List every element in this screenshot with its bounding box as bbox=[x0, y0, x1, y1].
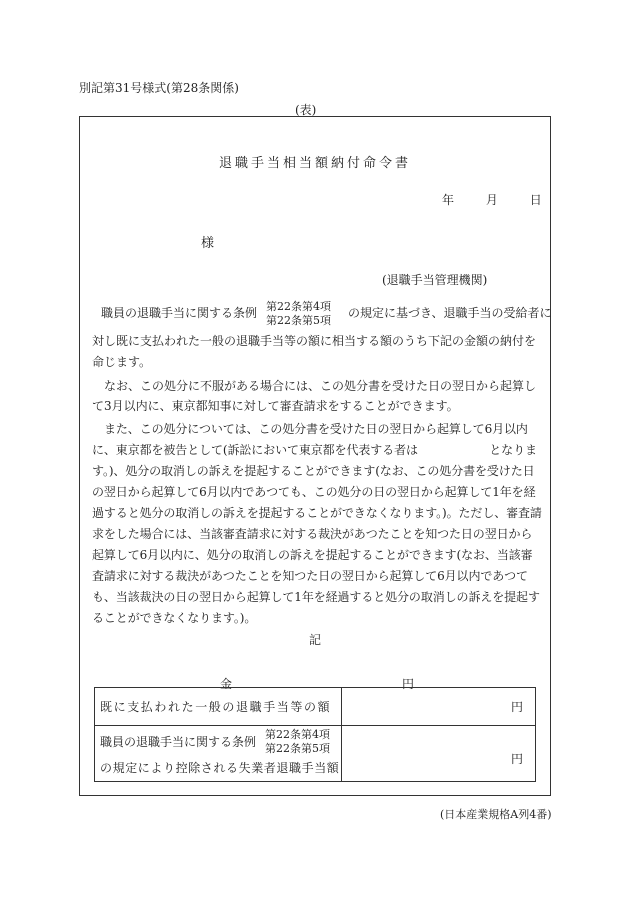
amount-kin-label: 金 bbox=[220, 677, 233, 691]
document-frame bbox=[79, 116, 551, 796]
para1-rest: の規定に基づき、退職手当の受給者に bbox=[348, 306, 552, 320]
row2-unit: 円 bbox=[510, 752, 523, 766]
page-side-label: (表) bbox=[295, 103, 317, 117]
row2-article-a: 第22条第4項 bbox=[265, 728, 330, 741]
para1-continuation: 対し既に支払われた一般の退職手当等の額に相当する額のうち下記の金額の納付を命じます。 bbox=[92, 334, 537, 369]
para1-article-b: 第22条第5項 bbox=[266, 314, 331, 327]
date-year: 年 bbox=[442, 193, 455, 207]
amount-en-label: 円 bbox=[402, 677, 415, 691]
table-row bbox=[95, 726, 536, 782]
para1-article-options bbox=[266, 300, 331, 328]
date-month: 月 bbox=[485, 193, 498, 207]
row2-article-options bbox=[265, 728, 330, 756]
para1-lead: 職員の退職手当に関する条例 bbox=[101, 306, 258, 320]
addressee-suffix: 様 bbox=[201, 236, 215, 251]
row1-unit: 円 bbox=[510, 700, 523, 714]
row1-label: 既に支払われた一般の退職手当等の額 bbox=[100, 700, 332, 714]
row1-label-cell bbox=[95, 688, 342, 726]
date-row bbox=[442, 191, 542, 208]
document-title: 退職手当相当額納付命令書 bbox=[218, 156, 411, 171]
row1-amount-cell bbox=[342, 688, 536, 726]
paper-standard-note: (日本産業規格A列4番) bbox=[440, 808, 552, 821]
date-day: 日 bbox=[529, 193, 542, 207]
lawsuit-notice-paragraph: また、この処分については、この処分書を受けた日の翌日から起算して6月以内に、東京都を被告として(訴訟において東京都を代表する者は となります。)、処分の取消しの訴えを提起することができます(なお、この処分書を受けた日の翌日から起算して6月以内であつても、この処分の日の翌日から起算して1年を経過すると処分の取消しの訴えを提起することができなくなります。)。ただし、審査請求をした場合には、当該審査請求に対する裁決があつたことを知つた日の翌日から起算して6月以内に、処分の取消しの訴えを提起することができます(なお、当該審査請求に対する裁決があつたことを知つた日の翌日から起算して6月以内であつても、当該裁決の日の翌日から起算して1年を経過すると処分の取消しの訴えを提起することができなくなります。)。 bbox=[92, 422, 542, 625]
form-number-label: 別記第31号様式(第28条関係) bbox=[79, 81, 239, 95]
appeal-notice-paragraph: なお、この処分に不服がある場合には、この処分書を受けた日の翌日から起算して3月以内に、東京都知事に対して審査請求をすることができます。 bbox=[92, 379, 537, 413]
issuing-authority: (退職手当管理機関) bbox=[382, 273, 488, 287]
para1-article-a: 第22条第4項 bbox=[266, 300, 331, 313]
row2-amount-cell bbox=[342, 726, 536, 782]
row2-article-b: 第22条第5項 bbox=[265, 742, 330, 755]
row2-label-b: の規定により控除される失業者退職手当額 bbox=[100, 761, 340, 775]
row2-label-cell bbox=[95, 726, 342, 782]
row2-label-a: 職員の退職手当に関する条例 bbox=[100, 735, 257, 749]
table-row bbox=[95, 688, 536, 726]
ki-heading: 記 bbox=[308, 633, 321, 647]
amount-table bbox=[94, 687, 536, 782]
